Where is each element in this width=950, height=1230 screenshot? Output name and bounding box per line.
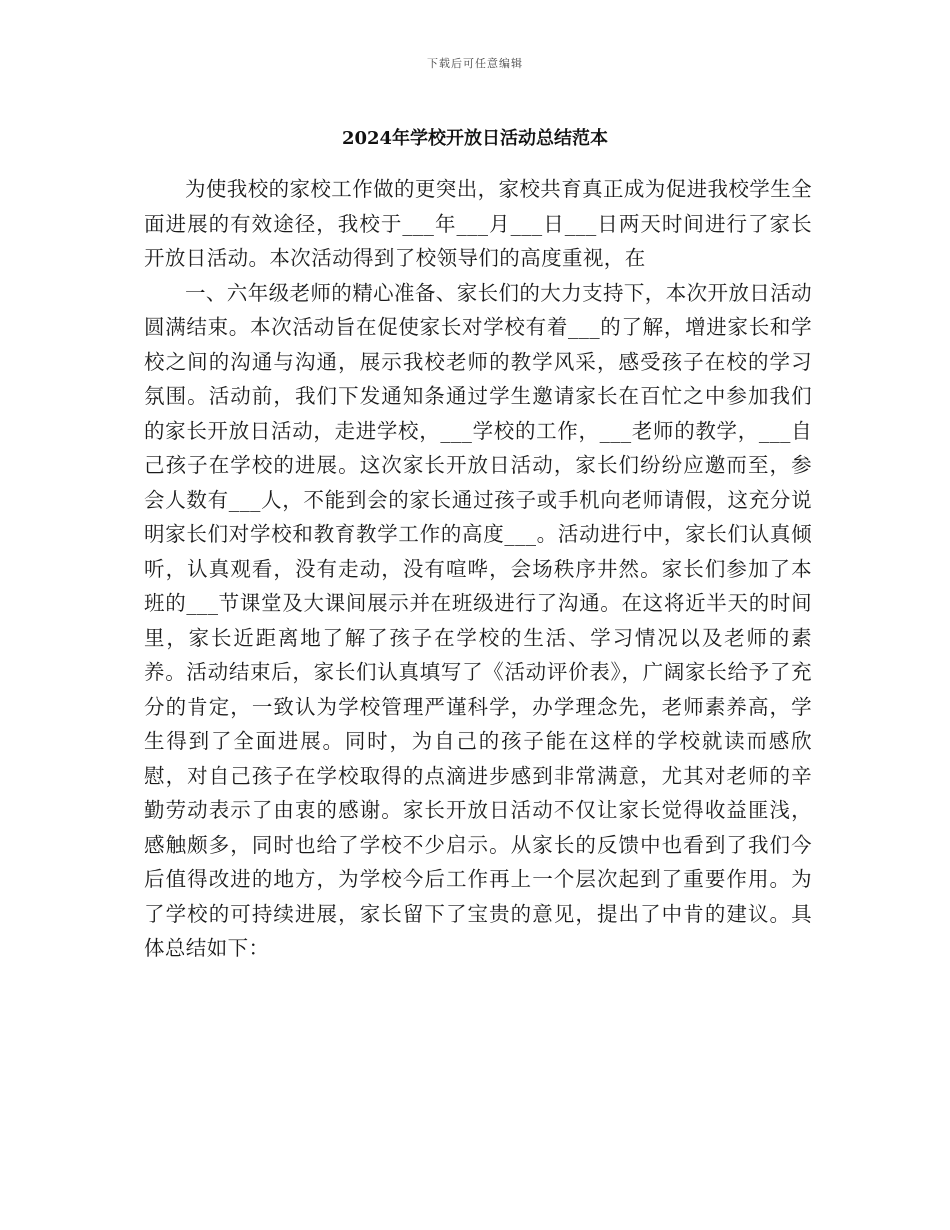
document-title: 2024年学校开放日活动总结范本 bbox=[341, 128, 609, 149]
page-header-note: 下载后可任意编辑 bbox=[427, 57, 523, 70]
document-body bbox=[144, 172, 812, 966]
body-paragraph: 一、六年级老师的精心准备、家长们的大力支持下，本次开放日活动圆满结束。本次活动旨在促使家长对学校有着___的了解，增进家长和学校之间的沟通与沟通，展示我校老师的教学风采，感受孩子在校的学习氛围。活动前，我们下发通知条通过学生邀请家长在百忙之中参加我们的家长开放日活动，走进学校，___学校的工作，___老师的教学，___自己孩子在学校的进展。这次家长开放日活动，家长们纷纷应邀而至，参会人数有___人，不能到会的家长通过孩子或手机向老师请假，这充分说明家长们对学校和教育教学工作的高度___。活动进行中，家长们认真倾听，认真观看，没有走动，没有喧哗，会场秩序井然。家长们参加了本班的___节课堂及大课间展示并在班级进行了沟通。在这将近半天的时间里，家长近距离地了解了孩子在学校的生活、学习情况以及老师的素养。活动结束后，家长们认真填写了《活动评价表》，广阔家长给予了充分的肯定，一致认为学校管理严谨科学，办学理念先，老师素养高，学生得到了全面进展。同时，为自己的孩子能在这样的学校就读而感欣慰，对自己孩子在学校取得的点滴进步感到非常满意，尤其对老师的辛勤劳动表示了由衷的感谢。家长开放日活动不仅让家长觉得收益匪浅，感触颇多，同时也给了学校不少启示。从家长的反馈中也看到了我们今后值得改进的地方，为学校今后工作再上一个层次起到了重要作用。为了学校的可持续进展，家长留下了宝贵的意见，提出了中肯的建议。具体总结如下： bbox=[144, 280, 812, 960]
body-paragraph: 为使我校的家校工作做的更突出，家校共育真正成为促进我校学生全面进展的有效途径，我校于___年___月___日___日两天时间进行了家长开放日活动。本次活动得到了校领导们的高度重视，在 bbox=[144, 177, 812, 270]
